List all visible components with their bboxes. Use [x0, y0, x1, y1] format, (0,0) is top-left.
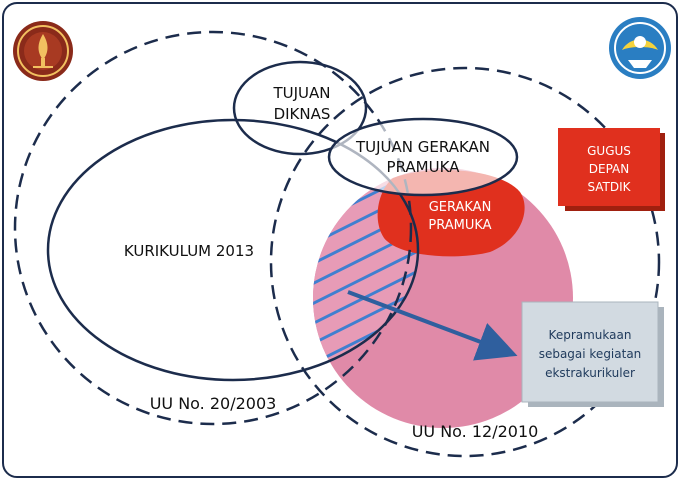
uu-2010-label: UU No. 12/2010: [411, 422, 539, 441]
kurikulum-label: KURIKULUM 2013: [123, 242, 255, 260]
kepramukaan-label-2: sebagai kegiatan: [538, 347, 642, 361]
kepramukaan-label-1: Kepramukaan: [548, 328, 632, 342]
tujuan-diknas-label-2: DIKNAS: [273, 105, 331, 123]
gugus-label-2: DEPAN: [588, 162, 630, 176]
tujuan-gerakan-label-2: PRAMUKA: [386, 158, 460, 176]
gugus-label-3: SATDIK: [587, 180, 631, 194]
gerakan-pramuka-label-2: PRAMUKA: [428, 218, 492, 233]
uu-2003-label: UU No. 20/2003: [149, 394, 277, 413]
tujuan-diknas-label-1: TUJUAN: [273, 84, 331, 102]
gerakan-pramuka-label-1: GERAKAN: [428, 200, 492, 215]
tut-wuri-handayani-icon: [609, 17, 671, 79]
kepramukaan-label-3: ekstrakurikuler: [545, 366, 635, 380]
tujuan-gerakan-pramuka-ellipse: [329, 119, 517, 195]
tujuan-gerakan-label-1: TUJUAN GERAKAN: [355, 138, 491, 156]
pramuka-emblem-icon: [13, 21, 73, 81]
gugus-label-1: GUGUS: [587, 144, 631, 158]
